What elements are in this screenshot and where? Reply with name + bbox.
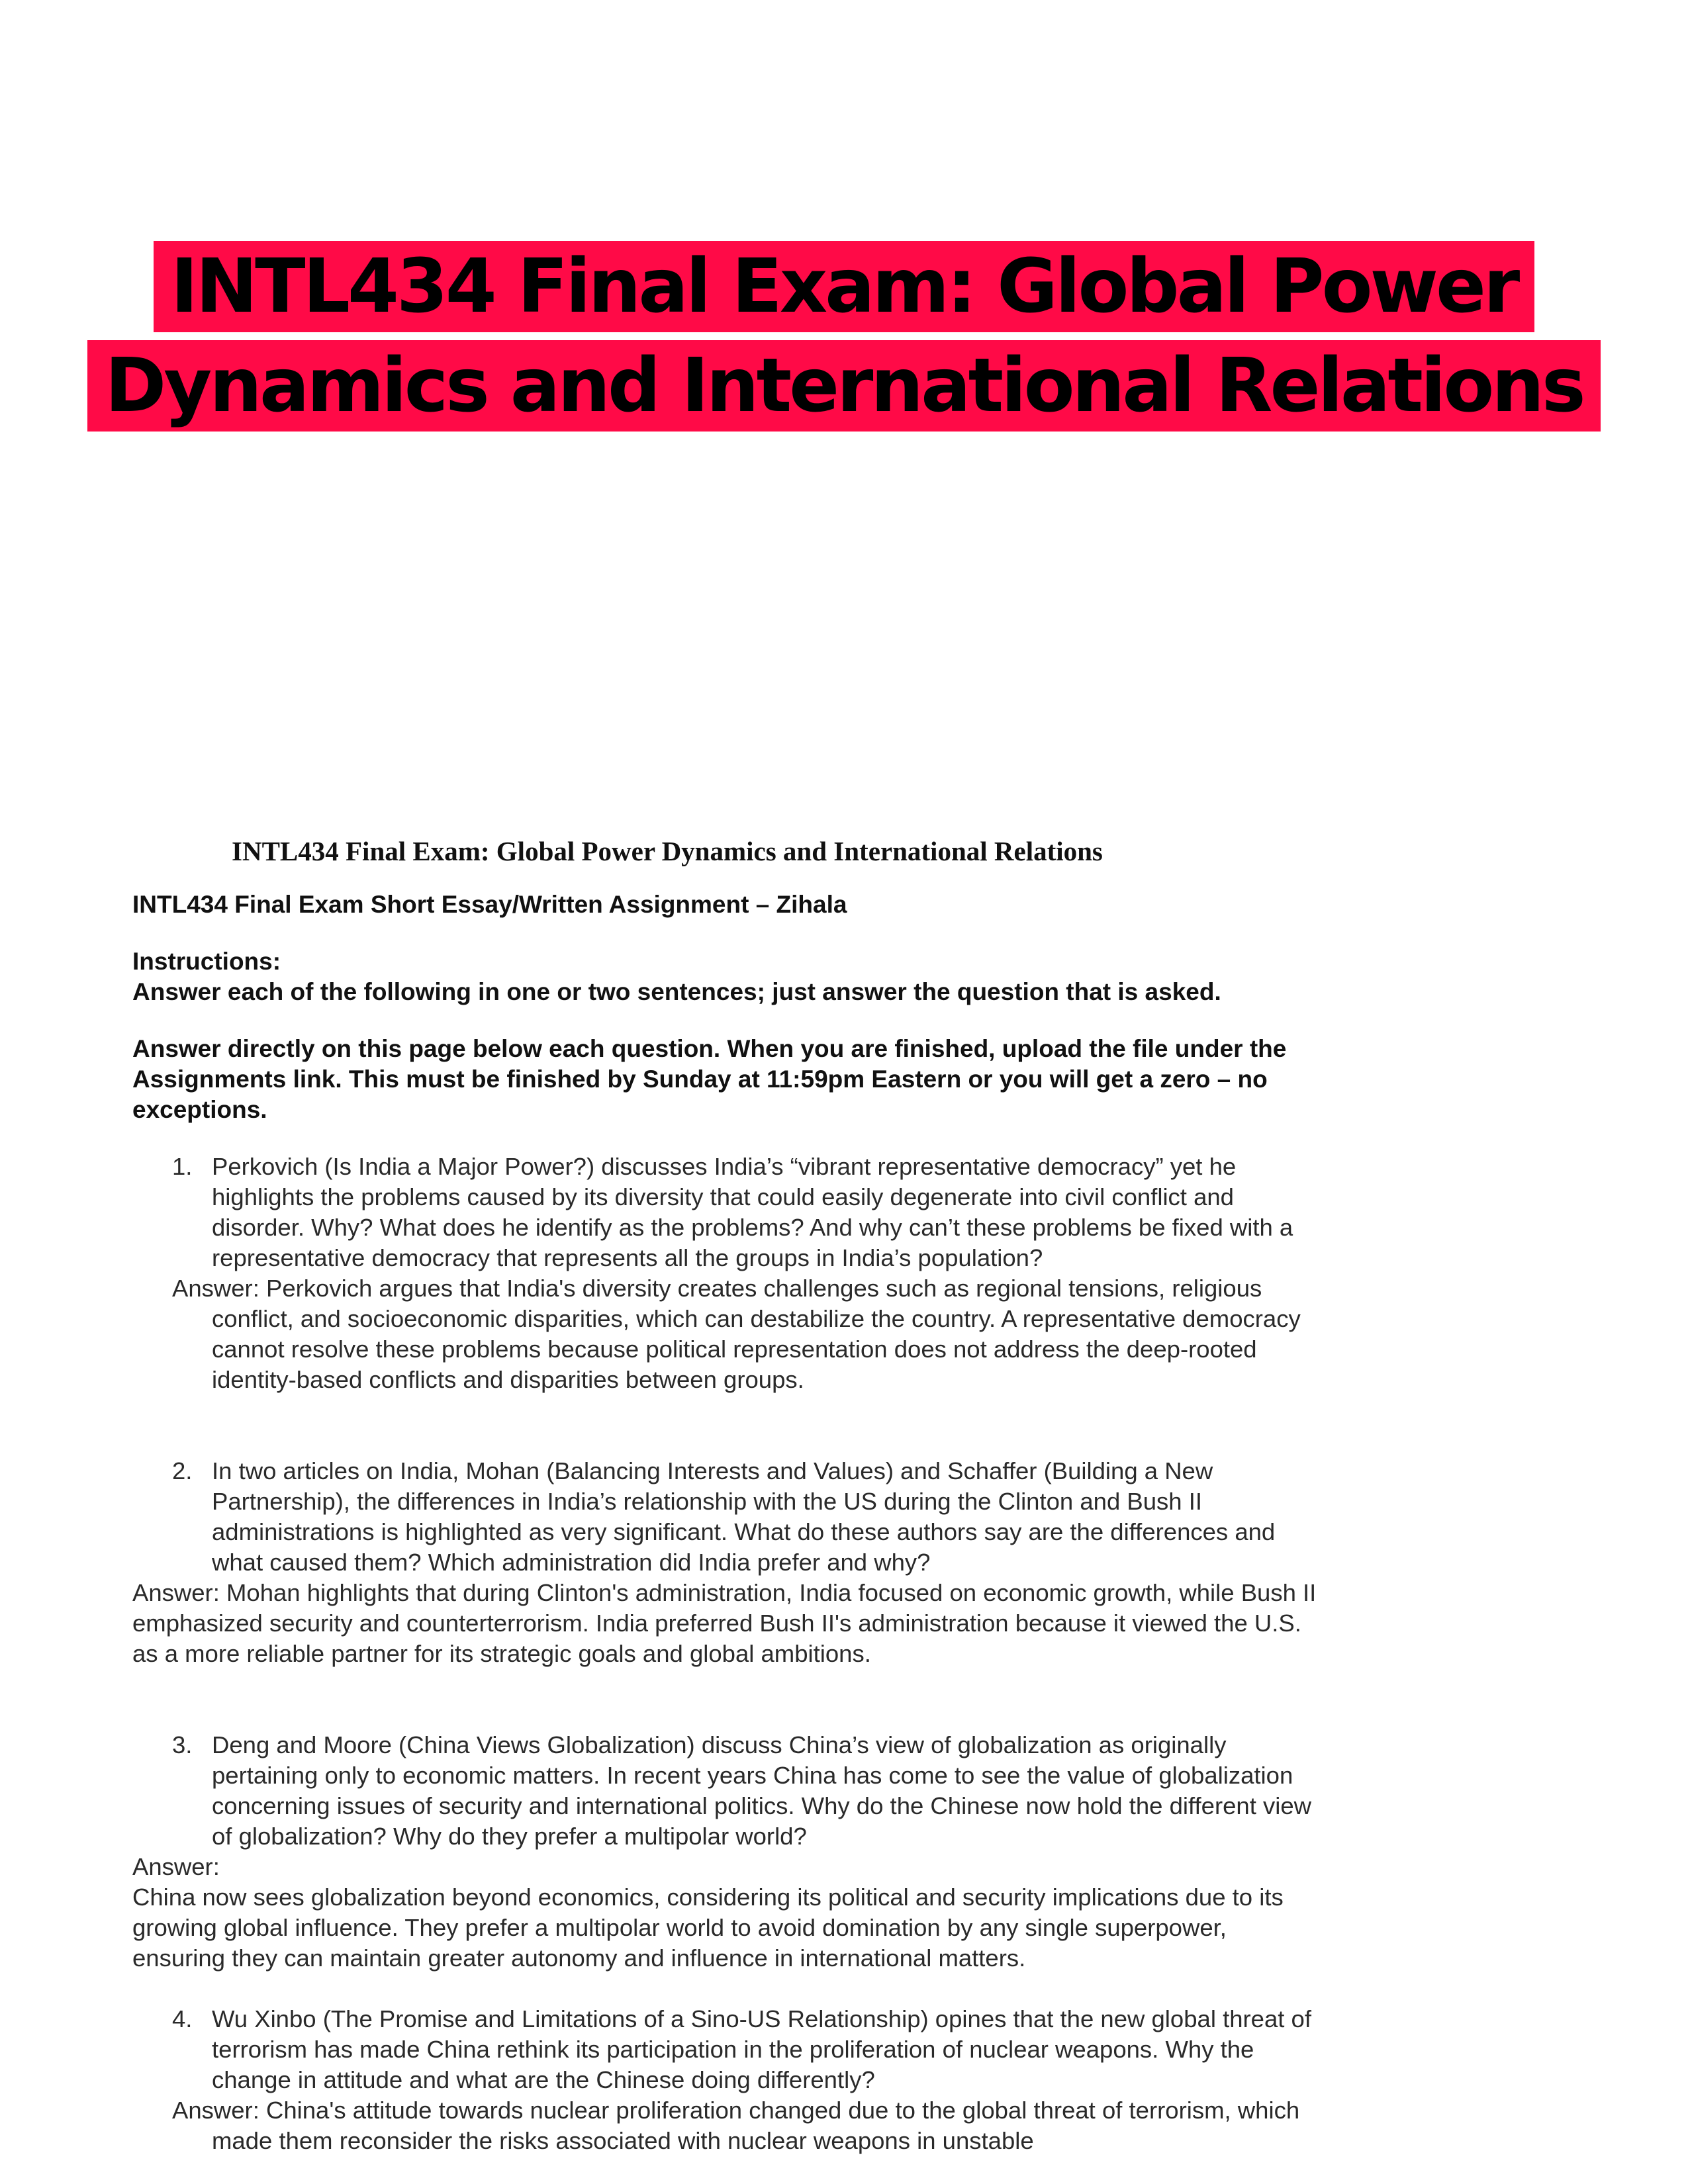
question-item-1 <box>132 1152 1324 1395</box>
cover-title-line-1: INTL434 Final Exam: Global Power <box>154 241 1534 332</box>
question-number: 3. <box>172 1731 193 1758</box>
instructions-text: Answer each of the following in one or two sentences; just answer the question that is asked. <box>132 978 1221 1005</box>
question-list <box>132 1152 1324 2156</box>
cover-title-banner <box>0 237 1688 435</box>
question-number: 2. <box>172 1457 193 1484</box>
exam-document <box>132 831 1324 2156</box>
question-number: 4. <box>172 2005 193 2032</box>
submission-directions: Answer directly on this page below each question. When you are finished, upload the file under the Assignments link. This must be finished by Sunday at 11:59pm Eastern or you will get a zero – no exceptions. <box>132 1035 1287 1123</box>
question-body: In two articles on India, Mohan (Balancing Interests and Values) and Schaffer (Building a New Partnership), the differences in India’s relationship with the US during the Clinton and Bush II administrations is highlighted as very significant. What do these authors say are the differences and what caused them? Which administration did India prefer and why? <box>212 1457 1276 1576</box>
instructions-block <box>132 946 1324 1007</box>
spacer <box>132 1669 1324 1730</box>
question-text <box>132 2004 1324 2095</box>
cover-title-line-2: Dynamics and International Relations <box>87 340 1600 432</box>
answer-text: Answer: China's attitude towards nuclear proliferation changed due to the global threat of terrorism, which made them reconsider the risks associated with nuclear weapons in unstable <box>172 2097 1300 2154</box>
question-body: Deng and Moore (China Views Globalization) discuss China’s view of globalization as originally pertaining only to economic matters. In recent years China has come to see the value of globalization concerning issues of security and international politics. Why do the Chinese now hold the different view of globalization? Why do they prefer a multipolar world? <box>212 1731 1311 1850</box>
question-body: Perkovich (Is India a Major Power?) discusses India’s “vibrant representative democracy” yet he highlights the problems caused by its diversity that could easily degenerate into civil conflict and disorder. Why? What does he identify as the problems? And why can’t these problems be fixed with a representative democracy that represents all the groups in India’s population? <box>212 1153 1293 1271</box>
answer-text: Answer: Mohan highlights that during Clinton's administration, India focused on economic growth, while Bush II emphasized security and counterterrorism. India preferred Bush II's administration because it viewed the U.S. as a more reliable partner for its strategic goals and global ambitions. <box>132 1579 1317 1667</box>
question-item-2 <box>132 1456 1324 1669</box>
answer-label: Answer: <box>132 1853 220 1880</box>
question-text <box>132 1730 1324 1852</box>
question-number: 1. <box>172 1153 193 1180</box>
question-item-4 <box>132 2004 1324 2156</box>
question-text <box>132 1456 1324 1578</box>
question-text <box>132 1152 1324 1273</box>
instructions-label: Instructions: <box>132 948 281 975</box>
document-title: INTL434 Final Exam: Global Power Dynamics and International Relations <box>232 836 1103 866</box>
question-body: Wu Xinbo (The Promise and Limitations of a Sino-US Relationship) opines that the new global threat of terrorism has made China rethink its participation in the proliferation of nuclear weapons. Why the change in attitude and what are the Chinese doing differently? <box>212 2005 1311 2093</box>
assignment-subheading: INTL434 Final Exam Short Essay/Written Assignment – Zihala <box>132 891 847 918</box>
answer-text: China now sees globalization beyond economics, considering its political and security implications due to its growing global influence. They prefer a multipolar world to avoid domination by any single superpower, ensuring they can maintain greater autonomy and influence in international matters. <box>132 1884 1284 1972</box>
answer-text: Answer: Perkovich argues that India's diversity creates challenges such as regional tensions, religious conflict, and socioeconomic disparities, which can destabilize the country. A representative democracy cannot resolve these problems because political representation does not address the deep-rooted identity-based conflicts and disparities between groups. <box>172 1275 1301 1393</box>
question-item-3 <box>132 1730 1324 1974</box>
spacer <box>132 1395 1324 1456</box>
spacer <box>132 1974 1324 2004</box>
